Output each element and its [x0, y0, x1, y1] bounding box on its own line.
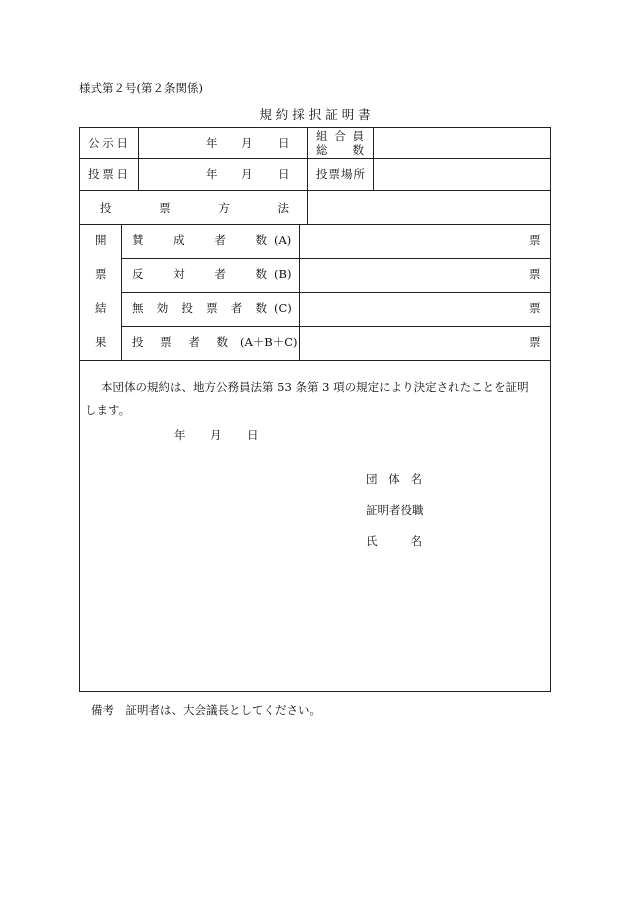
column-divider [307, 128, 308, 190]
invalid-count-label: 無 効 投 票 者 数 [132, 301, 267, 315]
column-divider [138, 128, 139, 190]
row-divider [121, 326, 550, 327]
vote-date-label: 投 票 日 [88, 167, 128, 181]
approve-unit: 票 [529, 233, 541, 247]
oppose-count-label: 反 対 者 数 [132, 267, 267, 281]
cert-month: 月 [210, 428, 222, 442]
announce-year: 年 [206, 136, 218, 150]
voter-count-label: 投 票 者 数 [132, 335, 228, 349]
certification-text [85, 376, 540, 422]
voter-code: (A＋B＋C) [240, 335, 298, 349]
results-label-char: 票 [95, 267, 107, 281]
row-divider [80, 158, 550, 159]
oppose-code: (B) [274, 267, 292, 281]
document-title: 規 約 採 択 証 明 書 [259, 107, 371, 122]
announce-month: 月 [241, 136, 253, 150]
cert-day: 日 [247, 428, 259, 442]
column-divider [307, 190, 308, 224]
announce-day: 日 [278, 136, 290, 150]
position-label: 証明者役職 [366, 503, 424, 517]
vote-method-label: 投 票 方 法 [100, 201, 289, 215]
row-divider [121, 258, 550, 259]
results-label-char: 結 [95, 301, 107, 315]
invalid-code: (C) [274, 301, 292, 315]
member-count-label-line1: 組 合 員 [316, 129, 364, 143]
row-divider [80, 224, 550, 225]
form-number: 様式第２号(第２条関係) [79, 81, 203, 95]
name-label: 氏 名 [366, 534, 422, 548]
vote-month: 月 [241, 167, 253, 181]
column-divider [121, 224, 122, 360]
approve-count-label: 賛 成 者 数 [132, 233, 267, 247]
row-divider [121, 292, 550, 293]
member-count-label-line2: 総 数 [316, 143, 364, 157]
voter-unit: 票 [529, 335, 541, 349]
certification-text-line2: します。 [85, 403, 131, 417]
results-label-char: 果 [95, 335, 107, 349]
invalid-unit: 票 [529, 301, 541, 315]
org-name-label: 団 体 名 [366, 472, 422, 486]
column-divider [299, 224, 300, 360]
approve-code: (A) [274, 233, 292, 247]
vote-place-label: 投票場所 [316, 167, 366, 181]
announce-date-label: 公 示 日 [88, 136, 128, 150]
row-divider [80, 360, 550, 361]
vote-day: 日 [278, 167, 290, 181]
oppose-unit: 票 [529, 267, 541, 281]
results-label-char: 開 [95, 233, 107, 247]
column-divider [373, 128, 374, 190]
row-divider [80, 190, 550, 191]
vote-year: 年 [206, 167, 218, 181]
footer-note: 備考 証明者は、大会議長としてください。 [91, 703, 321, 717]
cert-year: 年 [174, 428, 186, 442]
certification-text-line1: 本団体の規約は、地方公務員法第 53 条第 3 項の規定により決定されたことを証明 [101, 380, 529, 394]
